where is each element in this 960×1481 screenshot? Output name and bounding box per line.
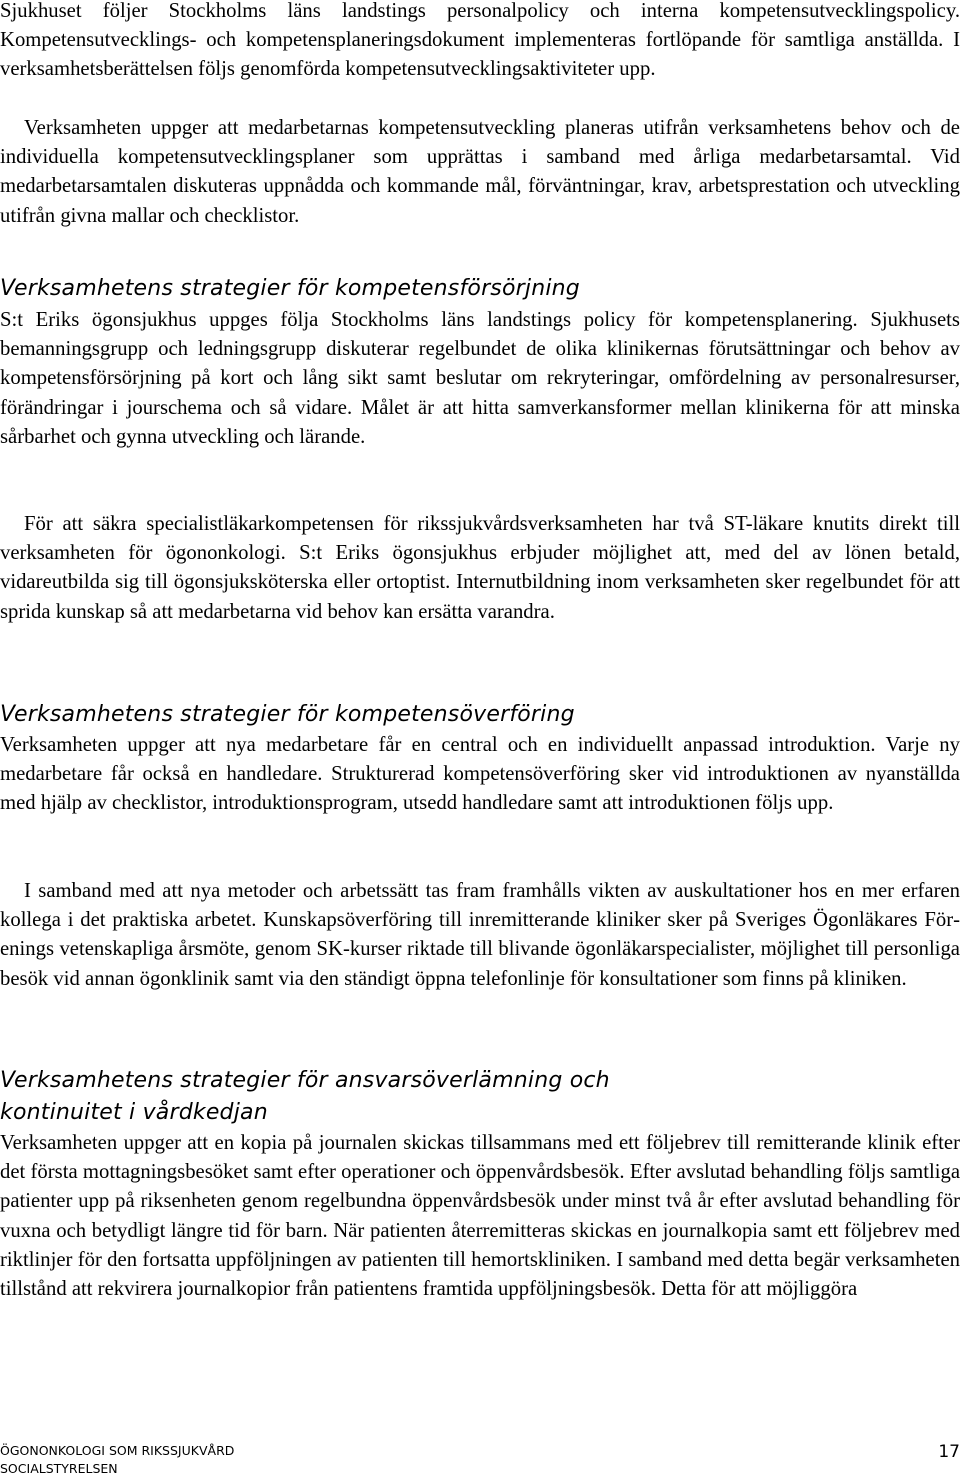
paragraph-text: Verksamheten uppger att en kopia på journalen skickas tillsammans med ett följebrev till remitterande klinik efter det första mottagningsbesöket samt efter operationer och öppenvårdsbesök. Efter avslutad behandling följs samtliga patienter upp på riksenheten genom regelbundna öppenvårdsbesök under minst två år efter avslutad behandling för vuxna och betydligt längre tid för barn. När patienten återremitteras skickas en journalkopia samt ett följebrev med riktlinjer för den fortsatta uppföljningen av patienten till hemortskliniken. I samband med detta begär verksamheten tillstånd att rekvirera journalkopior från patientens framtida uppföljningsbesök. Detta för att möjliggöra [0,1132,960,1301]
paragraph-text: Verksamheten uppger att nya medarbetare får en central och en individuellt anpassad introduktion. Varje ny medarbetare får också en handledare. Strukturerad kompetensöverföring sker vid introduktionen av nyanställda med hjälp av checklistor, introduktionsprogram, utsedd handledare samt att introduktionen följs upp. [0,734,960,815]
footer-running-title [0,1442,960,1478]
paragraph-competence-development [0,114,960,231]
paragraph-staffing [0,306,960,452]
paragraph-text: S:t Eriks ögonsjukhus uppges följa Stockholms läns landstings policy för kompetensplanering. Sjukhusets bemanningsgrupp och ledningsgrupp diskuterar regelbundet de olika klinikernas förutsättningar och behov av kompetensförsörjning på kort och lång sikt samt beslutar om rekryteringar, omfördelning av personalresurser, förändringar i jourschema och så vidare. Målet är att hitta samverkansformer mellan klinikerna för att minska sårbarhet och gynna utveckling och lärande. [0,309,960,448]
heading-ansvarsoverlamning [0,1065,960,1129]
paragraph-text: För att säkra specialistläkarkompetensen för rikssjukvårdsverksamheten har två ST-läkare knutits direkt till verksamheten för ögononkologi. S:t Eriks ögonsjukhus erbjuder möjlighet att, med del av lönen betald, vidareutbilda sig till ögonsjuksköterska eller ortoptist. Internutbildning inom verksamheten sker regelbundet för att sprida kunskap så att medarbetarna vid behov kan ersätta varandra. [0,513,960,623]
paragraph-specialist-competence [0,510,960,627]
paragraph-text: Verksamheten uppger att medarbetarnas kompetensutveckling planeras utifrån verksamhetens behov och de individuella kompetensutvecklingsplaner som upprättas i samband med årliga medarbetarsamtal. Vid medarbetarsamtalen diskuteras uppnådda och kommande mål, förväntningar, krav, arbetsprestation och utveckling utifrån givna mallar och checklistor. [0,117,960,227]
section-heading: Verksamhetens strategier för ansvarsöverlämning och [0,1068,610,1093]
section-heading: Verksamhetens strategier för kompetensöverföring [0,702,575,727]
page-number: 17 [938,1442,960,1462]
footer-report-title: ÖGONONKOLOGI SOM RIKSSJUKVÅRD [0,1443,235,1458]
page-footer [0,1442,960,1478]
paragraph-care-chain [0,1129,960,1304]
paragraph-policy [0,0,960,85]
paragraph-text: Sjukhuset följer Stockholms läns landstings personalpolicy och interna kompetensutvecklingspolicy. Kompetensutvecklings- och kompetensplaneringsdokument implementeras fortlöpande för samtliga anställda. I verksamhetsberättelsen följs genomförda kompetensutvecklingsaktiviteter upp. [0,0,960,81]
heading-kompetensoverforing [0,699,960,731]
paragraph-introduction [0,731,960,819]
footer-publisher: SOCIALSTYRELSEN [0,1461,118,1476]
paragraph-text: I samband med att nya metoder och arbetssätt tas fram framhålls vikten av auskultationer hos en mer erfaren kollega i det praktiska arbetet. Kunskapsöverföring till inremitterande kliniker sker på Sveriges Ögonläkares Förenings vetenskapliga årsmöte, genom SK-kurser riktade till blivande ögonläkarspecialister, möjlighet till personliga besök vid annan ögonklinik samt via den ständigt öppna telefonlinje för konsultationer som finns på kliniken. [0,880,960,990]
section-heading-continued: kontinuitet i vårdkedjan [0,1100,268,1125]
heading-kompetensforsorjning [0,273,960,305]
section-heading: Verksamhetens strategier för kompetensförsörjning [0,276,580,301]
paragraph-knowledge-transfer [0,877,960,994]
